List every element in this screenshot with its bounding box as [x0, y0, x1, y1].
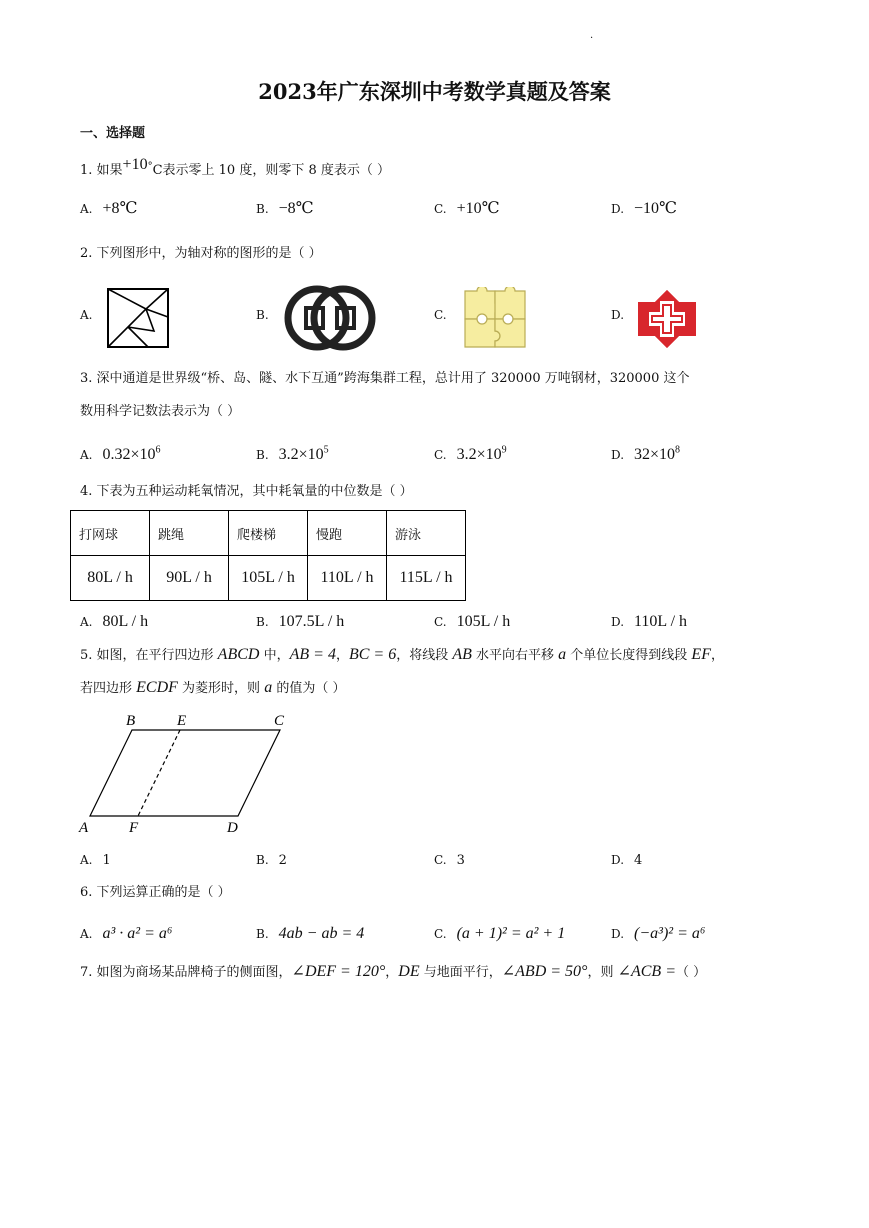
option-b-label[interactable]: B.	[256, 308, 269, 322]
table-cell: 爬楼梯	[229, 511, 308, 556]
option-d-label[interactable]: D.	[611, 308, 625, 322]
question-3-options	[80, 444, 800, 470]
table-cell: 90L / h	[150, 556, 229, 601]
option-c-label[interactable]: C.	[434, 308, 447, 322]
option-a-label[interactable]: A.	[80, 308, 93, 322]
label-c: C	[274, 713, 285, 729]
coin-figure[interactable]	[283, 284, 377, 352]
option-a[interactable]: A. 80L / h	[80, 613, 149, 630]
label-e: E	[177, 713, 187, 729]
option-a[interactable]: A. a³ · a² = a⁶	[80, 925, 173, 942]
option-c[interactable]: C. 105L / h	[434, 613, 511, 630]
question-5-options	[80, 850, 800, 876]
question-7: 7. 如图为商场某品牌椅子的侧面图，∠DEF = 120°，DE 与地面平行，∠ABD = 50°，则 ∠ACB =（ ）	[80, 963, 707, 980]
option-c[interactable]: C. $3.2\times 10^9$	[434, 444, 507, 463]
table-cell: 慢跑	[308, 511, 387, 556]
option-a[interactable]: A. +8℃	[80, 200, 138, 217]
parallelogram-figure	[76, 708, 296, 840]
option-b[interactable]: B. −8℃	[256, 200, 314, 217]
table-cell: 跳绳	[150, 511, 229, 556]
pinwheel-square-figure[interactable]	[106, 287, 170, 349]
option-d[interactable]: D. (−a³)² = a⁶	[611, 925, 706, 942]
table-header-row	[71, 511, 466, 556]
question-3: 3. 深中通道是世界级“桥、岛、隧、水下互通”跨海集群工程，总计用了 320000 万吨钢材，320000 这个 数用科学记数法表示为（ ）	[80, 371, 690, 419]
option-c[interactable]: C. (a + 1)² = a² + 1	[434, 925, 566, 942]
red-cross-emblem-figure[interactable]	[636, 288, 698, 350]
section-heading: 一、选择题	[80, 126, 146, 141]
option-d[interactable]: D. 4	[611, 853, 643, 868]
question-1: 1. 如果+10°C表示零上 10 度，则零下 8 度表示（ ）	[80, 156, 390, 178]
option-d[interactable]: D. $32\times 10^8$	[611, 444, 681, 463]
option-b[interactable]: B. 2	[256, 853, 287, 868]
question-4: 4. 下表为五种运动耗氧情况，其中耗氧量的中位数是（ ）	[80, 484, 413, 499]
option-a[interactable]: A. $0.32\times 10^6$	[80, 444, 161, 463]
option-b[interactable]: B. 107.5L / h	[256, 613, 345, 630]
question-5: 5. 如图，在平行四边形 ABCD 中，AB = 4，BC = 6，将线段 AB 水平向右平移 a 个单位长度得到线段 EF，	[80, 646, 724, 663]
label-b: B	[126, 713, 136, 729]
option-a[interactable]: A. 1	[80, 853, 111, 868]
table-cell: 80L / h	[71, 556, 150, 601]
table-cell: 游泳	[387, 511, 466, 556]
option-c[interactable]: C. +10℃	[434, 200, 500, 217]
option-d[interactable]: D. 110L / h	[611, 613, 688, 630]
question-6: 6. 下列运算正确的是（ ）	[80, 885, 231, 900]
table-cell: 105L / h	[229, 556, 308, 601]
option-c[interactable]: C. 3	[434, 853, 465, 868]
table-row	[71, 556, 466, 601]
table-cell: 110L / h	[308, 556, 387, 601]
page-title: 2023年广东深圳中考数学真题及答案	[258, 79, 611, 104]
page-dot: .	[590, 30, 594, 41]
option-b[interactable]: B. 4ab − ab = 4	[256, 925, 365, 942]
table-cell: 115L / h	[387, 556, 466, 601]
question-5-line-2: 若四边形 ECDF 为菱形时，则 a 的值为（ ）	[80, 679, 346, 696]
oxygen-table	[70, 510, 466, 601]
label-d: D	[227, 820, 238, 836]
option-d[interactable]: D. −10℃	[611, 200, 677, 217]
puzzle-figure[interactable]	[462, 287, 528, 351]
question-1-options	[80, 198, 800, 224]
question-2: 2. 下列图形中，为轴对称的图形的是（ ）	[80, 246, 322, 261]
label-f: F	[129, 820, 139, 836]
question-4-options	[80, 611, 800, 637]
question-6-options	[80, 923, 800, 949]
table-cell: 打网球	[71, 511, 150, 556]
option-b[interactable]: B. $3.2\times 10^5$	[256, 444, 329, 463]
label-a: A	[79, 820, 89, 836]
